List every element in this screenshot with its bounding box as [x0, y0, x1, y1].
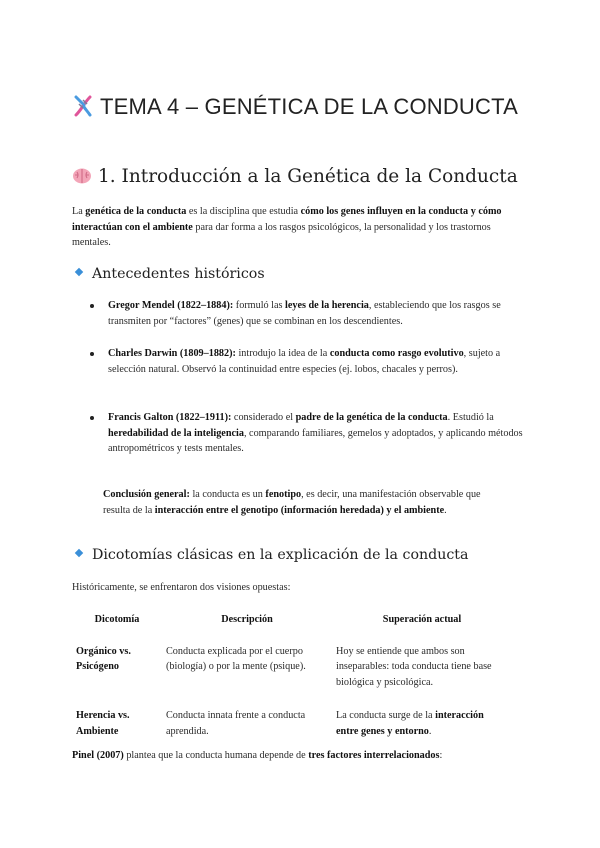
bullet-icon	[90, 416, 94, 420]
table-row	[72, 640, 512, 705]
bullet-icon	[90, 352, 94, 356]
pinel-paragraph: Pinel (2007) plantea que la conducta humana depende de tres factores interrelacionados:	[72, 750, 443, 761]
list-item: Gregor Mendel (1822–1884): formuló las leyes de la herencia, estableciendo que los rasgos se transmiten por “factores” (genes) que se combinan en los descendientes.	[108, 298, 528, 329]
subsection-heading: Antecedentes históricos	[76, 266, 265, 282]
table-cell: Conducta innata frente a conducta aprendida.	[166, 710, 306, 737]
page-title: TEMA 4 – GENÉTICA DE LA CONDUCTA	[72, 94, 542, 123]
table-header-cell: Dicotomía	[94, 614, 140, 625]
conclusion-block: Conclusión general: la conducta es un fenotipo, es decir, una manifestación observable que resulta de la interacción entre el genotipo (información heredada) y el ambiente.	[103, 489, 481, 516]
table-row	[72, 704, 512, 753]
table-header-row	[72, 608, 512, 640]
diamond-bullet-icon	[75, 549, 83, 557]
table-cell: Orgánico vs. Psicógeno	[76, 645, 131, 672]
table-cell: Hoy se entiende que ambos son inseparables: toda conducta tiene base biológica y psicológica.	[336, 645, 492, 688]
table-cell: Conducta explicada por el cuerpo (biología) o por la mente (psique).	[166, 645, 306, 672]
list-item: Charles Darwin (1809–1882): introdujo la idea de la conducta como rasgo evolutivo, sujeto a selección natural. Observó la continuidad entre especies (ej. lobos, chacales y perros).	[108, 346, 528, 377]
dicotomias-table	[72, 608, 512, 753]
table-header-cell: Superación actual	[382, 614, 462, 625]
dna-icon	[72, 95, 94, 123]
dicotomias-intro: Históricamente, se enfrentaron dos visiones opuestas:	[72, 582, 291, 593]
table-cell: Herencia vs. Ambiente	[76, 710, 130, 737]
table-cell: La conducta surge de la interacción entre genes y entorno.	[336, 710, 484, 737]
subsection-heading: Dicotomías clásicas en la explicación de la conducta	[76, 547, 468, 563]
list-item: Francis Galton (1822–1911): considerado el padre de la genética de la conducta. Estudió la heredabilidad de la inteligencia, comparando familiares, gemelos y adoptados, y aplicando métodos antropométricos y tests mentales.	[108, 410, 528, 457]
intro-paragraph: La genética de la conducta es la disciplina que estudia cómo los genes influyen en la conducta y cómo interactúan con el ambiente para dar forma a los rasgos psicológicos, la personalidad y los trastornos mentales.	[72, 206, 502, 248]
brain-icon	[72, 167, 92, 190]
diamond-bullet-icon	[75, 268, 83, 276]
section-heading: 1. Introducción a la Genética de la Conducta	[72, 166, 542, 190]
bullet-icon	[90, 304, 94, 308]
table-header-cell: Descripción	[221, 614, 273, 625]
